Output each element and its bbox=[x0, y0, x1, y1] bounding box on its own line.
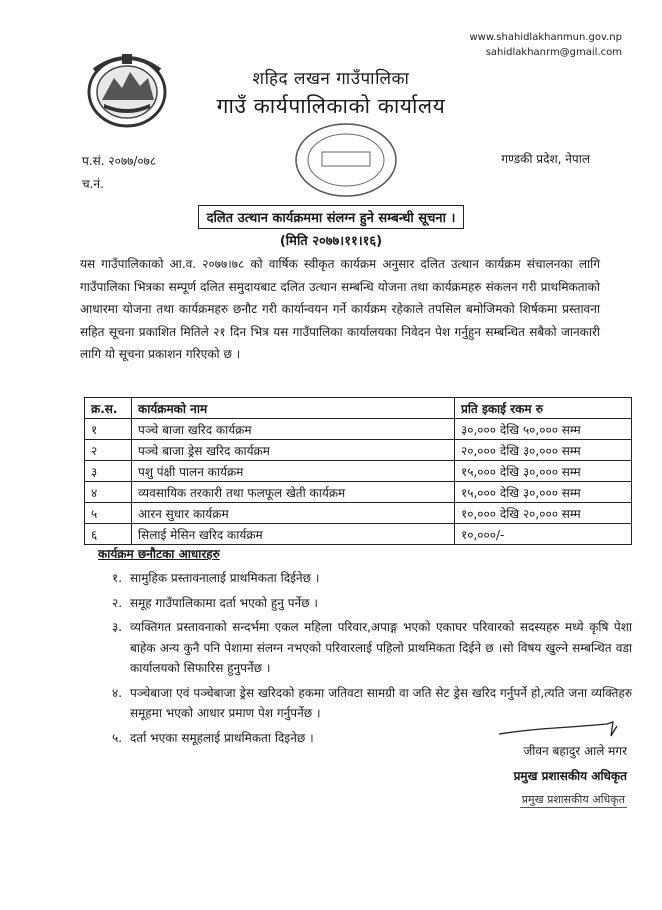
website-text: www.shahidlakhanmun.gov.np bbox=[469, 32, 622, 43]
fiscal-reference: प.सं. २०७७/०७८ bbox=[82, 154, 157, 168]
email-text: sahidlakhanrm@gmail.com bbox=[485, 47, 622, 58]
notice-body: यस गाउँपालिकाको आ.व. २०७७।७८ को वार्षिक स्वीकृत कार्यक्रम अनुसार दलित उत्थान कार्यक्रम संचालनका लागि गाउँपालिका भित्रका सम्पूर्ण दलित समुदायबाट दलित उत्थान सम्बन्धि योजना तथा कार्यक्रमहरु संकलन गरी प्राथमिकताको आधारमा योजना तथा कार्यक्रमहरु छनौट गरी कार्यान्वयन गर्ने कार्यक्रम रहेकाले तपसिल बमोजिमको शिर्षकमा प्रस्तावना सहित सूचना प्रकाशित मितिले २१ दिन भित्र यस गाउँपालिका कार्यालयका निवेदन पेश गर्नुहुन सम्बन्धित सबैको जानकारी लागि यो सूचना प्रकाशन गरिएको छ । bbox=[80, 257, 600, 361]
notice-title-box bbox=[0, 205, 662, 229]
list-item-number: २. bbox=[112, 595, 123, 610]
table-row bbox=[85, 440, 632, 461]
contact-block bbox=[469, 30, 622, 60]
notice-date: (मिति २०७७।११।१६) bbox=[279, 234, 383, 249]
signatory-designation: प्रमुख प्रशासकीय अधिकृत bbox=[513, 769, 627, 783]
dispatch-reference: च.नं. bbox=[82, 177, 104, 191]
row-serial: ५ bbox=[85, 503, 132, 524]
row-amount: ३०,००० देखि ५०,००० सम्म bbox=[455, 419, 632, 440]
list-item-number: ४. bbox=[112, 685, 123, 700]
table-row bbox=[85, 419, 632, 440]
row-program: व्यवसायिक तरकारी तथा फलफूल खेती कार्यक्रम bbox=[132, 482, 455, 503]
row-program: पञ्चे बाजा ड्रेस खरिद कार्यक्रम bbox=[132, 440, 455, 461]
row-program: पञ्चे बाजा खरिद कार्यक्रम bbox=[132, 419, 455, 440]
office-name: शहिद लखन गाउँपालिका bbox=[252, 69, 410, 89]
designation-stamp: प्रमुख प्रशासकीय अधिकृत bbox=[521, 793, 625, 806]
list-item-number: ५. bbox=[112, 730, 123, 745]
row-amount: १५,००० देखि ३०,००० सम्म bbox=[455, 461, 632, 482]
row-serial: ३ bbox=[85, 461, 132, 482]
table-row bbox=[85, 482, 632, 503]
row-program: पशु पंक्षी पालन कार्यक्रम bbox=[132, 461, 455, 482]
row-amount: १०,०००/- bbox=[455, 524, 632, 545]
list-item-text: सामुहिक प्रस्तावनालाई प्राथमिकता दिईनेछ । bbox=[130, 571, 320, 585]
list-item-text: पञ्चेबाजा एवं पञ्चेबाजा ड्रेस खरिदको हकमा जतिवटा सामग्री वा जति सेट ड्रेस खरिद गर्नुपर्ने हो,त्यति जना व्यक्तिहरु समूहमा भएको आधार प्रमाण पेश गर्नुपर्नेछ । bbox=[130, 685, 632, 720]
office-stamp-icon bbox=[292, 120, 400, 200]
table-row bbox=[85, 503, 632, 524]
list-item-number: ३. bbox=[112, 620, 123, 634]
province-text: गण्डकी प्रदेश, नेपाल bbox=[501, 152, 590, 166]
table-row bbox=[85, 461, 632, 482]
table-header-row bbox=[85, 398, 632, 419]
list-item bbox=[112, 593, 632, 614]
row-serial: १ bbox=[85, 419, 132, 440]
col-header-serial: क्र.स. bbox=[85, 398, 132, 419]
table-row bbox=[85, 524, 632, 545]
list-item-text: समूह गाउँपालिकामा दर्ता भएको हुनु पर्नेछ । bbox=[130, 595, 318, 610]
row-serial: ४ bbox=[85, 482, 132, 503]
notice-title: दलित उत्थान कार्यक्रममा संलग्न हुने सम्बन्धी सूचना । bbox=[198, 205, 465, 229]
office-subtitle: गाउँ कार्यपालिकाको कार्यालय bbox=[216, 94, 446, 118]
row-amount: १५,००० देखि ३०,००० सम्म bbox=[455, 482, 632, 503]
criteria-title: कार्यक्रम छनौटका आधारहरु bbox=[98, 547, 220, 561]
row-program: आरन सुधार कार्यक्रम bbox=[132, 503, 455, 524]
list-item bbox=[112, 568, 632, 589]
list-item bbox=[112, 617, 632, 679]
row-amount: १०,००० देखि २०,००० सम्म bbox=[455, 503, 632, 524]
row-amount: २०,००० देखि ३०,००० सम्म bbox=[455, 440, 632, 461]
program-table bbox=[84, 397, 632, 545]
row-serial: २ bbox=[85, 440, 132, 461]
col-header-amount: प्रति इकाई रकम रु bbox=[455, 398, 632, 419]
list-item-text: दर्ता भएका समूहलाई प्राथमिकता दिइनेछ । bbox=[130, 730, 314, 745]
list-item-text: व्यक्तिगत प्रस्तावनाको सन्दर्भमा एकल महिला परिवार,अपाङ्ग भएको एकाघर परिवारको सदस्यहरु मध्ये कृषि पेशा बाहेक अन्य कुनै पनि पेशामा संलग्न नभएको परिवारलाई पहिलो प्राथमिकता दिईने छ ।सो विषय खुल्ने सम्बन्धित वडा कार्यालयको सिफारिस हुनुपर्नेछ । bbox=[130, 620, 632, 675]
signatory-name: जीवन बहादुर आले मगर bbox=[523, 744, 627, 758]
signature-icon bbox=[495, 718, 623, 740]
list-item-number: १. bbox=[112, 571, 123, 585]
row-serial: ६ bbox=[85, 524, 132, 545]
col-header-program: कार्यक्रमको नाम bbox=[132, 398, 455, 419]
row-program: सिलाई मेसिन खरिद कार्यक्रम bbox=[132, 524, 455, 545]
